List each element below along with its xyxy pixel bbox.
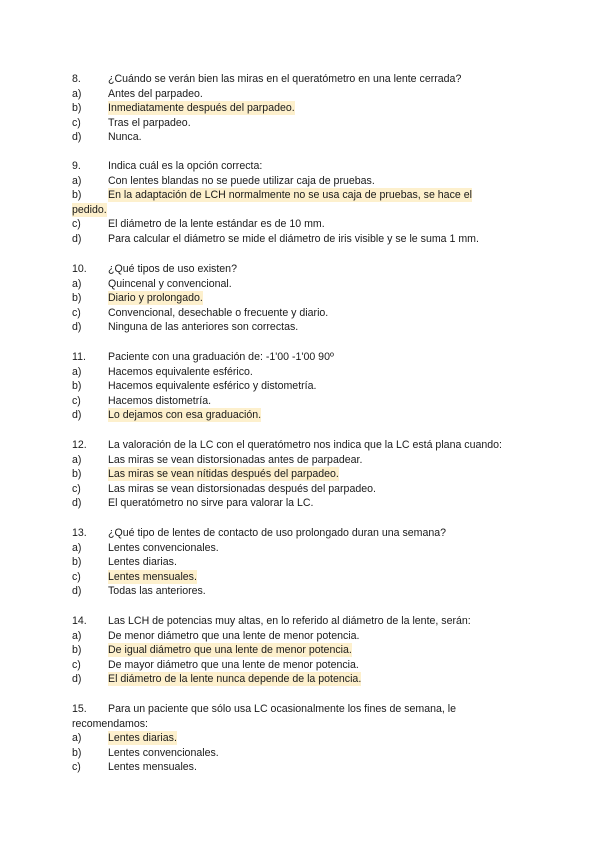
- option-letter: d): [72, 497, 82, 509]
- option-text: De menor diámetro que una lente de menor potencia.: [108, 629, 360, 642]
- option-letter: b): [72, 292, 82, 304]
- option-letter: c): [72, 218, 81, 230]
- option-letter: a): [72, 732, 82, 744]
- option-letter: b): [72, 102, 82, 114]
- option-text: Hacemos distometría.: [108, 394, 212, 407]
- option-letter: a): [72, 365, 82, 378]
- option-text: Convencional, desechable o frecuente y diario.: [108, 306, 329, 319]
- option-letter: a): [72, 453, 82, 466]
- question-text: Paciente con una graduación de: -1'00 -1'00 90º: [108, 351, 334, 363]
- option-letter: d): [72, 232, 82, 245]
- option-text: Tras el parpadeo.: [108, 116, 191, 129]
- option-text: Lentes convencionales.: [108, 746, 219, 759]
- highlighted-answer: Lo dejamos con esa graduación.: [108, 409, 262, 421]
- question-number: 10.: [72, 263, 87, 275]
- option-letter: d): [72, 585, 82, 597]
- option-text: Lentes diarias.: [108, 556, 177, 568]
- option-text: Antes del parpadeo.: [108, 87, 203, 100]
- option-text: Hacemos equivalente esférico.: [108, 365, 253, 378]
- question-number: 15.: [72, 703, 87, 715]
- question-text: Las LCH de potencias muy altas, en lo referido al diámetro de la lente, serán:: [108, 615, 471, 627]
- highlighted-answer: Las miras se vean nítidas después del parpadeo.: [108, 468, 339, 480]
- option-letter: b): [72, 380, 82, 392]
- option-text: El queratómetro no sirve para valorar la LC.: [108, 497, 314, 509]
- option-letter: a): [72, 174, 82, 187]
- option-letter: c): [72, 116, 81, 129]
- question-text-continuation: recomendamos:: [72, 717, 148, 730]
- highlighted-answer: Lentes diarias.: [108, 732, 177, 744]
- highlighted-answer: Diario y prolongado.: [108, 292, 203, 304]
- option-text: Para calcular el diámetro se mide el diámetro de iris visible y se le suma 1 mm.: [108, 232, 479, 245]
- highlighted-answer: De igual diámetro que una lente de menor potencia.: [108, 644, 352, 656]
- option-letter: a): [72, 541, 82, 554]
- question-number: 11.: [72, 351, 86, 363]
- option-text: Las miras se vean distorsionadas antes de parpadear.: [108, 453, 363, 466]
- option-text: Quincenal y convencional.: [108, 277, 232, 290]
- question-number: 9.: [72, 160, 81, 172]
- option-letter: c): [72, 482, 81, 495]
- option-letter: b): [72, 468, 82, 480]
- question-text: Para un paciente que sólo usa LC ocasionalmente los fines de semana, le: [108, 703, 457, 715]
- highlighted-answer: Inmediatamente después del parpadeo.: [108, 102, 295, 114]
- option-letter: c): [72, 658, 81, 671]
- option-letter: b): [72, 556, 82, 568]
- question-number: 13.: [72, 527, 87, 539]
- option-letter: c): [72, 306, 81, 319]
- question-text: Indica cuál es la opción correcta:: [108, 160, 263, 172]
- option-letter: d): [72, 409, 82, 421]
- option-letter: b): [72, 189, 82, 201]
- option-letter: d): [72, 321, 82, 333]
- option-letter: d): [72, 673, 82, 685]
- option-letter: a): [72, 87, 82, 100]
- option-letter: c): [72, 761, 81, 773]
- option-letter: d): [72, 131, 82, 143]
- question-text: ¿Cuándo se verán bien las miras en el queratómetro en una lente cerrada?: [108, 73, 462, 85]
- option-letter: c): [72, 394, 81, 407]
- option-letter: b): [72, 644, 82, 656]
- question-text: La valoración de la LC con el queratómetro nos indica que la LC está plana cuando:: [108, 439, 502, 451]
- option-text: Con lentes blandas no se puede utilizar caja de pruebas.: [108, 174, 375, 187]
- option-letter: b): [72, 746, 82, 759]
- question-number: 8.: [72, 73, 81, 85]
- option-text: Todas las anteriores.: [108, 585, 206, 597]
- option-text: Ninguna de las anteriores son correctas.: [108, 321, 299, 333]
- question-text: ¿Qué tipos de uso existen?: [108, 263, 237, 275]
- option-letter: a): [72, 629, 82, 642]
- question-number: 12.: [72, 439, 87, 451]
- question-number: 14.: [72, 615, 87, 627]
- option-letter: c): [72, 570, 81, 583]
- option-text: Lentes mensuales.: [108, 761, 197, 773]
- option-text: Nunca.: [108, 131, 142, 143]
- highlighted-answer: En la adaptación de LCH normalmente no se usa caja de pruebas, se hace el: [108, 189, 472, 201]
- highlighted-answer: Lentes mensuales.: [108, 570, 197, 583]
- option-text: Las miras se vean distorsionadas después del parpadeo.: [108, 482, 376, 495]
- option-text: Lentes convencionales.: [108, 541, 219, 554]
- option-letter: a): [72, 277, 82, 290]
- option-text: De mayor diámetro que una lente de menor potencia.: [108, 658, 359, 671]
- option-text: El diámetro de la lente estándar es de 10 mm.: [108, 218, 325, 230]
- question-text: ¿Qué tipo de lentes de contacto de uso prolongado duran una semana?: [108, 527, 447, 539]
- highlighted-answer-continuation: pedido.: [72, 203, 107, 216]
- highlighted-answer: El diámetro de la lente nunca depende de la potencia.: [108, 673, 362, 685]
- option-text: Hacemos equivalente esférico y distometría.: [108, 380, 317, 392]
